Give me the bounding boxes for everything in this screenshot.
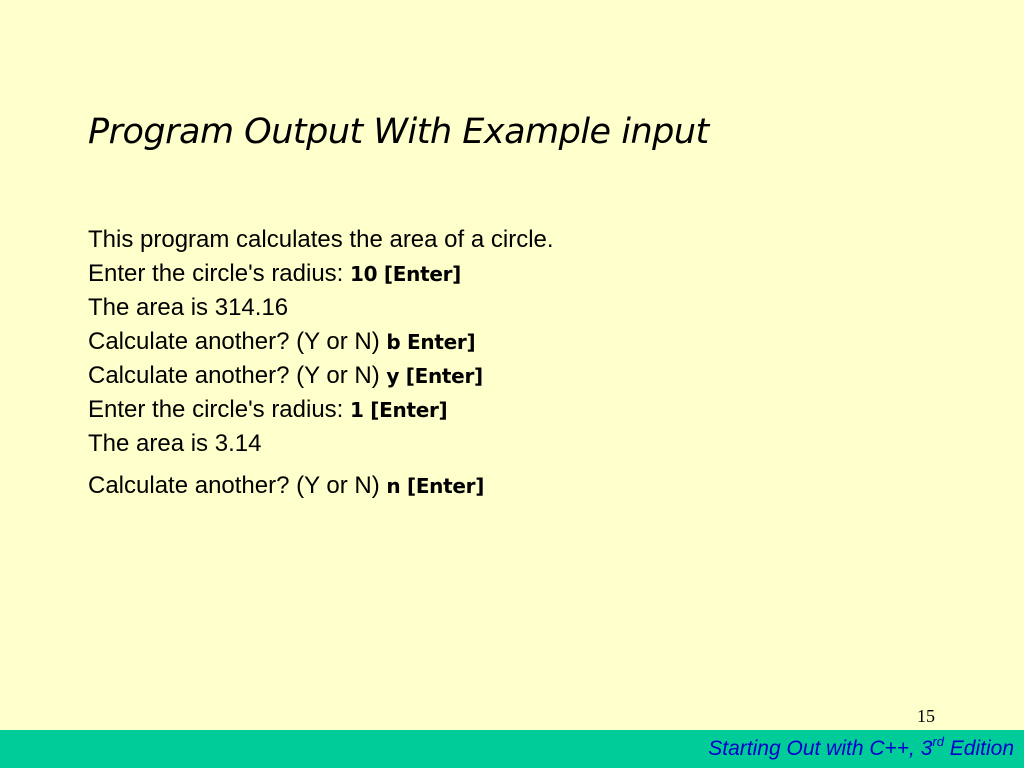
output-text: Enter the circle's radius: bbox=[88, 396, 351, 423]
footer-prefix: Starting Out with C++, 3 bbox=[708, 737, 933, 760]
footer-book-title bbox=[708, 734, 1014, 761]
footer-superscript: rd bbox=[932, 734, 944, 749]
output-text: The area is 3.14 bbox=[88, 430, 262, 457]
user-input: 1 [Enter] bbox=[350, 398, 448, 422]
output-line bbox=[88, 393, 554, 427]
output-line bbox=[88, 427, 554, 461]
output-line bbox=[88, 325, 554, 359]
slide-title: Program Output With Example input bbox=[88, 112, 709, 152]
program-output bbox=[88, 223, 554, 503]
footer-suffix: Edition bbox=[943, 737, 1014, 760]
output-line bbox=[88, 469, 554, 503]
user-input: b Enter] bbox=[386, 330, 476, 354]
output-text: This program calculates the area of a circle. bbox=[88, 226, 554, 253]
output-text: Calculate another? (Y or N) bbox=[88, 362, 387, 389]
footer-bar bbox=[0, 730, 1024, 768]
user-input: y [Enter] bbox=[386, 364, 483, 388]
output-line bbox=[88, 257, 554, 291]
user-input: n [Enter] bbox=[386, 474, 485, 498]
page-number: 15 bbox=[917, 706, 935, 726]
output-line bbox=[88, 359, 554, 393]
output-line bbox=[88, 223, 554, 257]
output-text: Calculate another? (Y or N) bbox=[88, 472, 387, 499]
user-input: 10 [Enter] bbox=[350, 262, 461, 286]
output-text: Enter the circle's radius: bbox=[88, 260, 351, 287]
output-text: The area is 314.16 bbox=[88, 294, 289, 321]
output-text: Calculate another? (Y or N) bbox=[88, 328, 387, 355]
output-line bbox=[88, 291, 554, 325]
